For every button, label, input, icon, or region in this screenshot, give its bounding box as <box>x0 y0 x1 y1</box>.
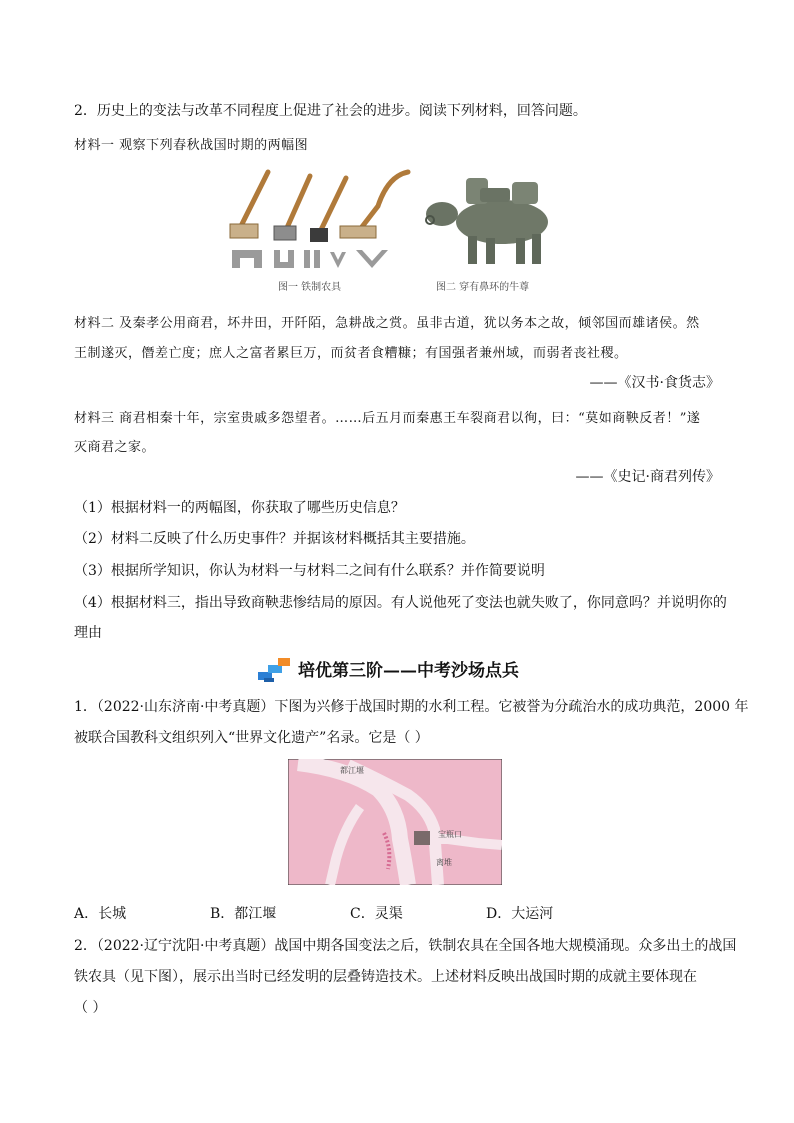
map-label-baopingkou: 宝瓶口 <box>438 830 462 839</box>
option-a[interactable]: A．长城 <box>74 906 127 922</box>
question-stem: 2．历史上的变法与改革不同程度上促进了社会的进步。阅读下列材料，回答问题。 <box>74 103 587 119</box>
sub-question-4-line-1: （4）根据材料三，指出导致商鞅悲惨结局的原因。有人说他死了变法也就失败了，你同意吗？并说明你的 <box>74 595 727 611</box>
option-d[interactable]: D．大运河 <box>486 906 554 922</box>
figure-ox-zun <box>420 172 570 272</box>
sub-question-2: （2）材料二反映了什么历史事件？并据该材料概括其主要措施。 <box>74 531 475 547</box>
map-label-lidui: 离堆 <box>436 858 452 867</box>
figure-iron-tools <box>228 166 418 268</box>
sub-question-3: （3）根据所学知识，你认为材料一与材料二之间有什么联系？并作简要说明 <box>74 563 545 579</box>
material-2-line-2: 王制遂灭，僭差亡度；庶人之富者累巨万，而贫者食糟糠；有国强者兼州域，而弱者丧社稷。 <box>74 346 628 361</box>
problem-1-line-1: 1．（2022·山东济南·中考真题）下图为兴修于战国时期的水利工程。它被誉为分疏治水的成功典范，2000 年 <box>74 699 749 715</box>
sub-question-4-line-2: 理由 <box>74 625 102 641</box>
material-3-source: ——《史记·商君列传》 <box>575 469 720 485</box>
figure-2-caption: 图二 穿有鼻环的牛尊 <box>436 282 530 293</box>
section-title: 培优第三阶——中考沙场点兵 <box>298 661 519 681</box>
problem-1-line-2: 被联合国教科文组织列入“世界文化遗产”名录。它是（ ） <box>74 730 429 746</box>
problem-2-line-3: （ ） <box>74 1000 107 1016</box>
section-stairs-icon <box>256 652 296 682</box>
problem-2-line-2: 铁农具（见下图），展示出当时已经发明的层叠铸造技术。上述材料反映出战国时期的成就主要体现在 <box>74 969 697 985</box>
material-1-label: 材料一 观察下列春秋战国时期的两幅图 <box>74 138 309 153</box>
material-2-source: ——《汉书·食货志》 <box>589 375 720 391</box>
option-b[interactable]: B．都江堰 <box>210 906 277 922</box>
material-3-line-1: 材料三 商君相秦十年，宗室贵戚多怨望者。……后五月而秦惠王车裂商君以徇，曰：“莫如商鞅反者！”遂 <box>74 411 701 426</box>
map-label-dujiangyan: 都江堰 <box>340 766 364 775</box>
option-c[interactable]: C．灵渠 <box>350 906 403 922</box>
figure-dujiangyan-map <box>288 759 502 885</box>
problem-2-line-1: 2．（2022·辽宁沈阳·中考真题）战国中期各国变法之后，铁制农具在全国各地大规模涌现。众多出土的战国 <box>74 938 737 954</box>
figure-1-caption: 图一 铁制农具 <box>278 282 342 293</box>
material-3-line-2: 灭商君之家。 <box>74 440 156 455</box>
sub-question-1: （1）根据材料一的两幅图，你获取了哪些历史信息？ <box>74 500 405 516</box>
material-2-line-1: 材料二 及秦孝公用商君，坏井田，开阡陌，急耕战之赏。虽非古道，犹以务本之故，倾邻国而雄诸侯。然 <box>74 316 700 331</box>
